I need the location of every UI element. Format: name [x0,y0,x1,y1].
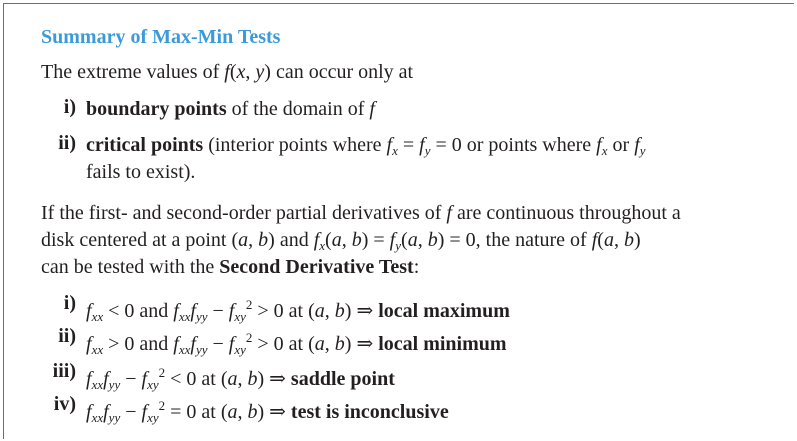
paragraph-line: If the first- and second-order partial derivatives of f are continuous throughout a [41,202,681,224]
test-item: $f_{xx}f_{yy} - f_{xy}^2 < 0$ at (a, b) ⇒ saddle point [86,365,395,392]
implies-arrow: ⇒ [269,368,286,390]
test-number: i) [63,292,76,314]
implies-arrow: ⇒ [356,333,374,355]
test-number: ii) [58,325,76,347]
implies-arrow: ⇒ [356,300,374,322]
paragraph-line: can be tested with the Second Derivative Test: [41,256,420,278]
intro-line: The extreme values of f(x, y) can occur only at [41,61,414,83]
point-term: boundary points [86,98,227,120]
test-item: $f_{xx} < 0$ and $f_{xx}f_{yy} - f_{xy}^2 > 0$ at (a, b) ⇒ local maximum [86,297,510,324]
point-number: ii) [58,132,76,154]
section-title: Summary of Max-Min Tests [41,26,281,48]
test-item: $f_{xx}f_{yy} - f_{xy}^2 = 0$ at (a, b) ⇒ test is inconclusive [86,398,449,425]
point-term: critical points [86,134,204,156]
second-derivative-test-label: Second Derivative Test [219,256,414,278]
test-result: local maximum [378,300,510,322]
test-result: local minimum [378,333,507,355]
point-number: i) [63,96,76,118]
point-item-continuation: fails to exist). [86,161,196,183]
test-result: test is inconclusive [290,401,449,423]
test-number: iii) [52,360,76,382]
paragraph-line: disk centered at a point (a, b) and $f_x(a$, $b) = f_y(a$, b) = 0, the nature of f(a, b) [41,229,641,253]
implies-arrow: ⇒ [269,401,286,423]
point-item: boundary points of the domain of f [86,98,375,120]
test-result: saddle point [290,368,395,390]
test-number: iv) [53,393,76,415]
point-item: critical points (interior points where $f_x = f_y = 0$ or points where $f_x$ or $f_y$ [86,134,646,158]
test-item: $f_{xx} > 0$ and $f_{xx}f_{yy} - f_{xy}^2 > 0$ at (a, b) ⇒ local minimum [86,330,507,357]
